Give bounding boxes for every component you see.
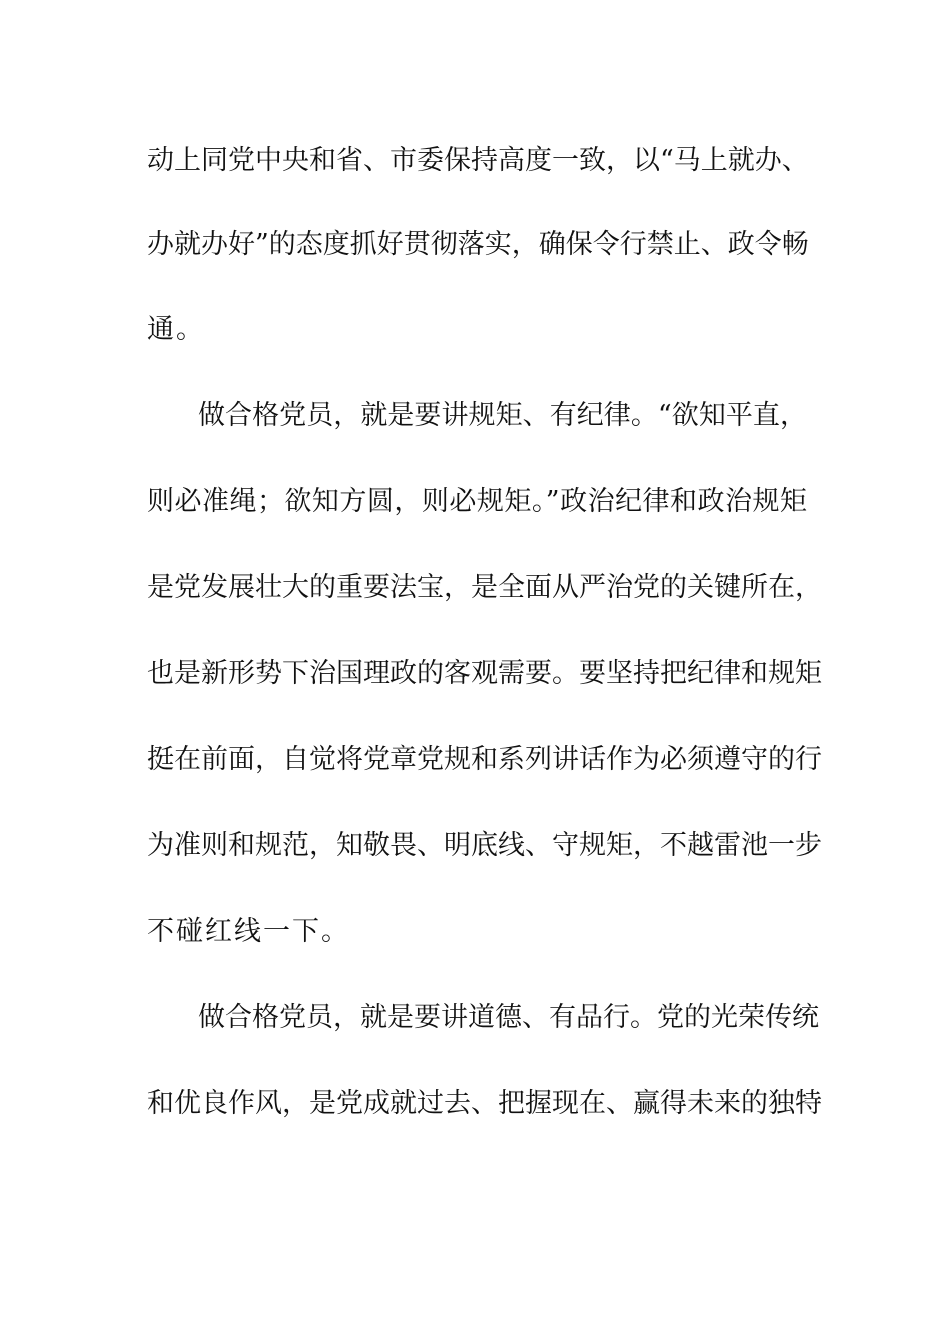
text-line: 则必准绳；欲知方圆，则必规矩。”政治纪律和政治规矩 [147, 486, 807, 517]
text-line: 挺在前面，自觉将党章党规和系列讲话作为必须遵守的行 [147, 744, 822, 775]
text-line: 不碰红线一下。 [147, 916, 350, 947]
text-line: 为准则和规范，知敬畏、明底线、守规矩，不越雷池一步 [147, 830, 822, 861]
text-line: 也是新形势下治国理政的客观需要。要坚持把纪律和规矩 [147, 658, 822, 689]
paragraph-first-line: 做合格党员，就是要讲规矩、有纪律。“欲知平直， [198, 400, 807, 431]
text-line: 是党发展壮大的重要法宝，是全面从严治党的关键所在， [147, 572, 822, 603]
paragraph-first-line: 做合格党员，就是要讲道德、有品行。党的光荣传统 [198, 1002, 819, 1033]
text-line: 通。 [147, 314, 205, 345]
text-line: 动上同党中央和省、市委保持高度一致，以“马上就办、 [147, 145, 809, 176]
text-line: 和优良作风，是党成就过去、把握现在、赢得未来的独特 [147, 1088, 822, 1119]
text-line: 办就办好”的态度抓好贯彻落实，确保令行禁止、政令畅 [147, 229, 809, 260]
